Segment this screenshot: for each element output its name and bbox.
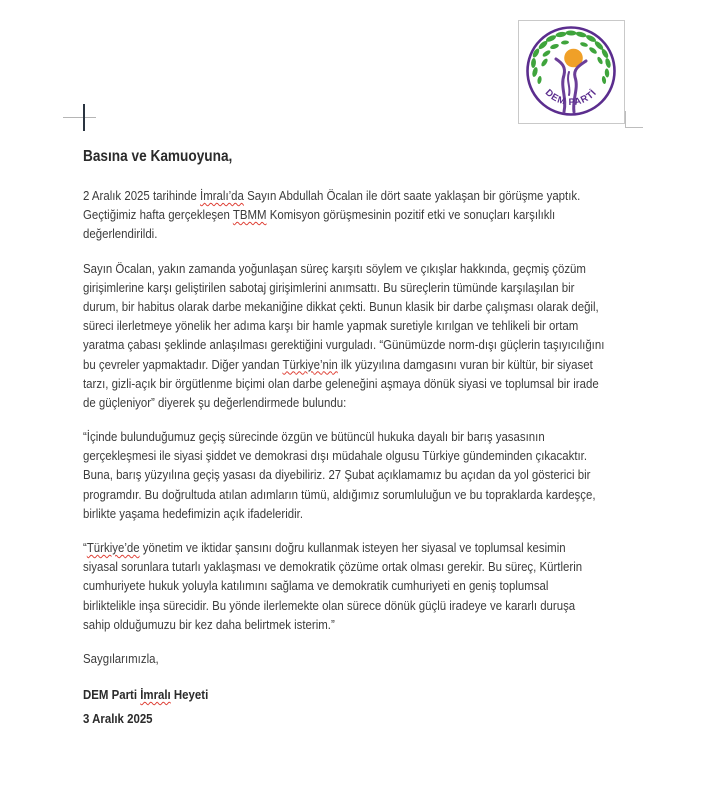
text-line — [83, 374, 646, 393]
misspelled-word: İmralı’da — [200, 188, 244, 203]
paragraph — [83, 538, 646, 634]
text-run: siyasal sorunlara tutarlı yaklaşması ve demokratik çözüme ortak olması gerekir. Bu süreç, Kürtlerin — [83, 559, 583, 575]
document-paragraphs — [83, 186, 646, 729]
paragraph — [83, 709, 646, 728]
text-run: gerçekleşmesi ile siyasi şiddet ve demokrasi dışı müdahale olgusu Türkiye gündeminden çıkacaktır. — [83, 448, 588, 464]
text-line — [83, 393, 646, 412]
text-run: süreci ilerletmeye yönelik her adıma karşı bir hamle yapmak suretiyle kırılgan ve tehlikeli bir ortam — [83, 318, 579, 334]
text-line — [83, 465, 646, 484]
text-line — [83, 576, 646, 595]
misspelled-word: Türkiye’nin — [282, 356, 338, 372]
text-line — [83, 485, 646, 504]
text-run: ilk yüzyılına damgasını vuran bir kültür, bir siyaset — [337, 356, 593, 372]
text-run: değerlendirildi. — [83, 226, 158, 242]
text-line — [83, 504, 646, 523]
text-line — [83, 538, 646, 557]
text-run: yaratma çabası şeklinde anlaşılması gerektiğini vurguladı. “Günümüzde norm-dışı güçlerin taşıyıcılığını — [83, 337, 605, 353]
text-cursor — [83, 104, 85, 131]
text-line — [83, 335, 646, 354]
text-line — [83, 615, 646, 634]
logo-arc-text: DEM PARTİ — [542, 87, 600, 109]
misspelled-word: Türkiye’de — [86, 540, 140, 555]
text-line — [83, 316, 646, 335]
image-corner-mark-icon — [625, 111, 643, 128]
text-line — [83, 297, 646, 316]
document-title: Basına ve Kamuoyuna, — [83, 148, 233, 165]
text-line — [83, 685, 646, 704]
paragraph — [83, 259, 646, 413]
text-line — [83, 355, 646, 374]
document-body[interactable] — [83, 147, 646, 729]
text-run: Sayın Öcalan, yakın zamanda yoğunlaşan süreç karşıtı söylem ve çıkışlar hakkında, geçmiş çözüm — [83, 260, 586, 276]
misspelled-word: İmralı — [140, 687, 171, 703]
text-run: birlikte yaşama hedefimizin açık ifadeleridir. — [83, 505, 303, 521]
paragraph — [83, 685, 646, 704]
text-run: programdır. Bu doğrultuda atılan adımların tümü, aldığımız sorumluluğun ve bu topraklarda kardeşçe, — [83, 486, 596, 502]
dem-parti-logo-image — [518, 20, 625, 124]
text-line — [83, 596, 646, 615]
text-run: de güçleniyor” diyerek şu değerlendirmede bulundu: — [83, 394, 347, 410]
text-run: 3 Aralık 2025 — [83, 711, 153, 727]
paragraph — [83, 649, 646, 668]
text-run: DEM Parti — [83, 687, 141, 703]
text-run: cumhuriyete hukuk yoluyla katılımını sağlama ve demokratik cumhuriyeti en geniş toplumsal — [83, 578, 549, 594]
paragraph — [83, 427, 646, 523]
text-run: Saygılarımızla, — [83, 650, 159, 666]
text-line — [83, 278, 646, 297]
text-run: 2 Aralık 2025 tarihinde — [83, 188, 201, 203]
text-line — [83, 446, 646, 465]
text-run: yönetim ve iktidar şansını doğru kullanmak isteyen her siyasal ve toplumsal kesimin — [139, 540, 566, 555]
text-run: bu çevreler yapmaktadır. Diğer yandan — [83, 356, 283, 372]
paragraph — [83, 186, 646, 244]
text-line — [83, 649, 646, 668]
text-line — [83, 205, 646, 224]
text-run: girişimlerine karşı geliştirilen sabotaj girişimlerini anımsattı. Bu süreçlerin tümünde karşılaşılan bir — [83, 279, 575, 295]
text-run: Buna, barış yüzyılına geçiş yasası da diyebiliriz. 27 Şubat açıklamamız bu açıdan da yol gösterici bir — [83, 467, 591, 483]
text-line — [83, 259, 646, 278]
dem-parti-logo-icon — [519, 21, 624, 123]
text-run: birliktelikle inşa sürecidir. Bu yönde ilerlemekte olan sürece dönük güçlü iradeye ve kararlı duruşa — [83, 597, 576, 613]
text-run: sahip olduğumuzu bir kez daha belirtmek isterim.” — [83, 616, 335, 632]
text-run: Geçtiğimiz hafta gerçekleşen — [83, 207, 233, 223]
margin-mark — [63, 117, 96, 118]
text-line — [83, 709, 646, 728]
text-line — [83, 557, 646, 576]
text-run: “ — [83, 540, 87, 555]
text-run: tarzı, gizli-açık bir örgütlenme biçimi olan darbe geleneğini aşmaya dönük siyasi ve toplumsal bir irade — [83, 375, 599, 391]
text-run: “İçinde bulunduğumuz geçiş sürecinde özgün ve bütüncül hukuka dayalı bir barış yasasının — [83, 429, 545, 445]
text-line — [83, 427, 646, 446]
text-line — [83, 224, 646, 243]
text-run: Heyeti — [170, 687, 209, 703]
text-run: Sayın Abdullah Öcalan ile dört saate yaklaşan bir görüşme yaptık. — [243, 188, 581, 203]
misspelled-word: TBMM — [232, 207, 267, 223]
text-line — [83, 186, 646, 205]
text-run: Komisyon görüşmesinin pozitif etki ve sonuçları karşılıklı — [266, 207, 556, 223]
text-run: durum, bir habitus olarak darbe mekaniğine dikkat çekti. Bunun klasik bir darbe çalışması olarak değil, — [83, 298, 599, 314]
